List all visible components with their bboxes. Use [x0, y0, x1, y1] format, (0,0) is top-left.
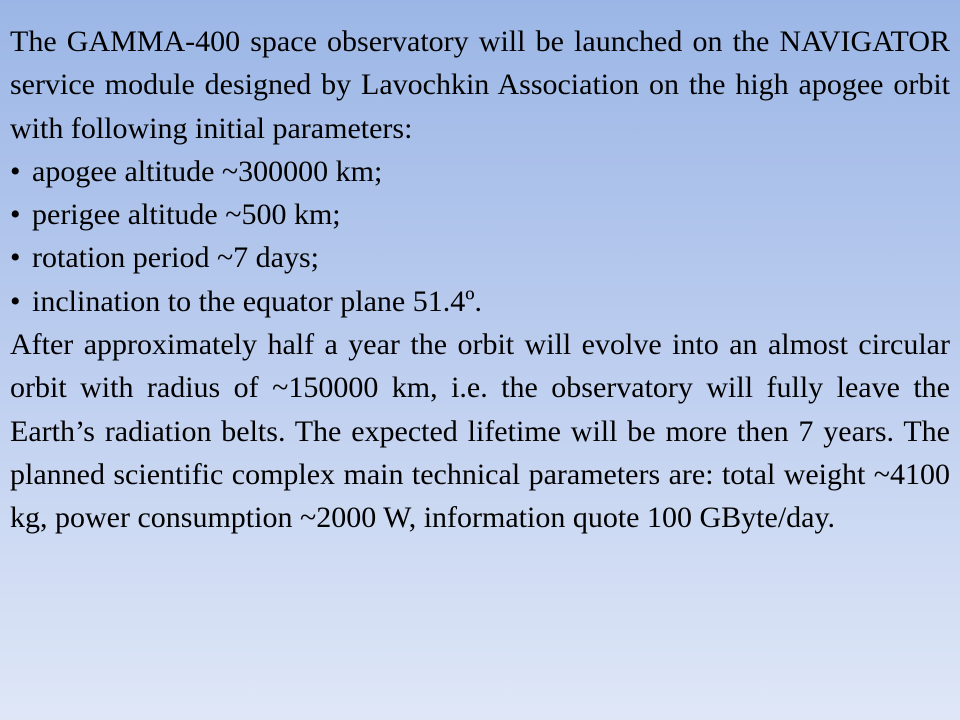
list-item-text: inclination to the equator plane 51.4º. — [32, 284, 483, 318]
bullet-icon: • — [10, 241, 21, 275]
list-item — [10, 150, 950, 193]
list-item-text: apogee altitude ~300000 km; — [32, 154, 383, 188]
orbit-parameters-list — [10, 150, 950, 323]
bullet-icon: • — [10, 154, 21, 188]
list-item-text: rotation period ~7 days; — [32, 241, 320, 275]
list-item — [10, 193, 950, 236]
slide-body — [10, 20, 950, 540]
intro-paragraph: The GAMMA-400 space observatory will be launched on the NAVIGATOR service module designed by Lavochkin Association on the high apogee orbit with following initial parameters: — [10, 25, 950, 145]
bullet-icon: • — [10, 198, 21, 232]
list-item — [10, 236, 950, 279]
list-item-text: perigee altitude ~500 km; — [32, 198, 341, 232]
list-item — [10, 280, 950, 323]
conclusion-paragraph: After approximately half a year the orbit will evolve into an almost circular orbit with radius of ~150000 km, i.e. the observatory will fully leave the Earth’s radiation belts. The expected lifetime will be more then 7 years. The planned scientific complex main technical parameters are: total weight ~4100 kg, power consumption ~2000 W, information quote 100 GByte/day. — [10, 328, 950, 535]
bullet-icon: • — [10, 284, 21, 318]
